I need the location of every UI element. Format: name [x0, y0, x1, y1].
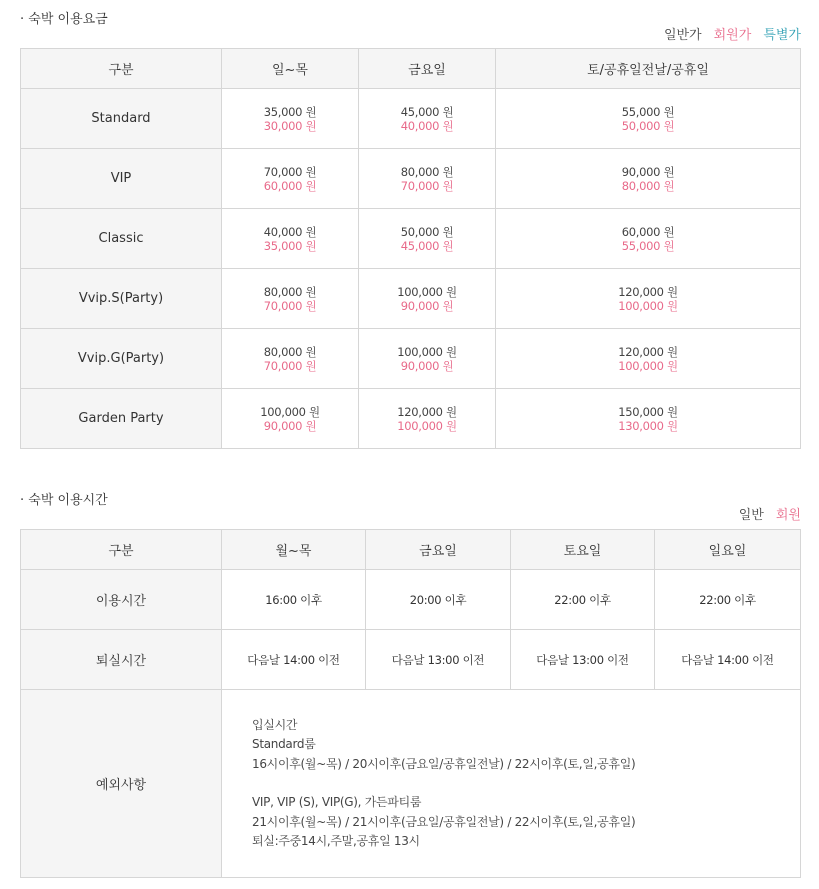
- note-line: 21시이후(월~목) / 21시이후(금요일/공휴일전날) / 22시이후(토,일,공휴일): [252, 814, 636, 829]
- price-cell: [496, 269, 801, 329]
- checkout-time-saturday: 다음날 13:00 이전: [511, 630, 655, 690]
- normal-price: 40,000 원: [263, 224, 317, 239]
- exceptions-row: [21, 690, 801, 878]
- header-friday: 금요일: [359, 49, 496, 89]
- price-cell: [359, 269, 496, 329]
- usage-time-label: 이용시간: [21, 570, 222, 630]
- rate-row: [21, 149, 801, 209]
- hours-header-mon-thu: 월~목: [222, 530, 366, 570]
- checkout-time-mon-thu: 다음날 14:00 이전: [222, 630, 366, 690]
- rate-row: [21, 89, 801, 149]
- member-price: 100,000 원: [618, 358, 678, 373]
- normal-price: 70,000 원: [263, 164, 317, 179]
- member-price: 90,000 원: [400, 358, 454, 373]
- price-cell: [496, 149, 801, 209]
- exceptions-notes: [222, 690, 801, 878]
- member-price: 90,000 원: [400, 298, 454, 313]
- normal-price: 120,000 원: [618, 344, 678, 359]
- hours-legend: [739, 504, 801, 523]
- price-cell: [359, 149, 496, 209]
- exceptions-label: 예외사항: [21, 690, 222, 878]
- rate-row: [21, 269, 801, 329]
- price-cell: [222, 389, 359, 449]
- member-price: 55,000 원: [621, 238, 675, 253]
- member-price: 70,000 원: [400, 178, 454, 193]
- legend-member-price: 회원가: [713, 28, 752, 43]
- rate-row: [21, 209, 801, 269]
- usage-time-mon-thu: 16:00 이후: [222, 570, 366, 630]
- room-type-label: Classic: [21, 209, 222, 269]
- hours-section-title: · 숙박 이용시간: [20, 493, 108, 508]
- hours-header-row: [21, 530, 801, 570]
- rates-header-row: [21, 49, 801, 89]
- note-spacer: [252, 774, 800, 793]
- price-cell: [222, 89, 359, 149]
- room-type-label: Vvip.G(Party): [21, 329, 222, 389]
- legend-normal-price: 일반가: [663, 28, 702, 43]
- rate-row: [21, 389, 801, 449]
- price-cell: [359, 209, 496, 269]
- normal-price: 50,000 원: [400, 224, 454, 239]
- room-type-label: Standard: [21, 89, 222, 149]
- room-type-label: Vvip.S(Party): [21, 269, 222, 329]
- checkout-time-label: 퇴실시간: [21, 630, 222, 690]
- rates-section-title: · 숙박 이용요금: [20, 12, 108, 27]
- member-price: 50,000 원: [621, 118, 675, 133]
- member-price: 40,000 원: [400, 118, 454, 133]
- normal-price: 100,000 원: [397, 284, 457, 299]
- room-type-label: VIP: [21, 149, 222, 209]
- legend-special-price: 특별가: [763, 28, 801, 43]
- usage-time-friday: 20:00 이후: [366, 570, 511, 630]
- checkout-time-sunday: 다음날 14:00 이전: [655, 630, 801, 690]
- rates-table: [20, 48, 801, 449]
- price-cell: [222, 149, 359, 209]
- member-price: 130,000 원: [618, 418, 678, 433]
- normal-price: 80,000 원: [400, 164, 454, 179]
- header-category: 구분: [21, 49, 222, 89]
- normal-price: 100,000 원: [260, 404, 320, 419]
- checkout-time-row: [21, 630, 801, 690]
- member-price: 80,000 원: [621, 178, 675, 193]
- usage-time-saturday: 22:00 이후: [511, 570, 655, 630]
- price-cell: [222, 329, 359, 389]
- header-sat-holiday: 토/공휴일전날/공휴일: [496, 49, 801, 89]
- normal-price: 150,000 원: [618, 404, 678, 419]
- member-price: 100,000 원: [618, 298, 678, 313]
- usage-time-row: [21, 570, 801, 630]
- price-cell: [496, 389, 801, 449]
- normal-price: 60,000 원: [621, 224, 675, 239]
- normal-price: 55,000 원: [621, 104, 675, 119]
- note-line: 퇴실:주중14시,주말,공휴일 13시: [252, 834, 420, 848]
- legend-normal: 일반: [738, 508, 764, 523]
- note-line: VIP, VIP (S), VIP(G), 가든파티룸: [252, 795, 422, 809]
- header-sun-thu: 일~목: [222, 49, 359, 89]
- note-line: 입실시간: [252, 717, 298, 732]
- price-cell: [496, 89, 801, 149]
- normal-price: 80,000 원: [263, 284, 317, 299]
- member-price: 70,000 원: [263, 358, 317, 373]
- price-cell: [222, 209, 359, 269]
- normal-price: 80,000 원: [263, 344, 317, 359]
- note-line: 16시이후(월~목) / 20시이후(금요일/공휴일전날) / 22시이후(토,일,공휴일): [252, 756, 636, 771]
- member-price: 100,000 원: [397, 418, 457, 433]
- member-price: 35,000 원: [263, 238, 317, 253]
- normal-price: 45,000 원: [400, 104, 454, 119]
- member-price: 90,000 원: [263, 418, 317, 433]
- normal-price: 120,000 원: [618, 284, 678, 299]
- hours-header-category: 구분: [21, 530, 222, 570]
- hours-header-sunday: 일요일: [655, 530, 801, 570]
- price-cell: [359, 89, 496, 149]
- checkout-time-friday: 다음날 13:00 이전: [366, 630, 511, 690]
- normal-price: 35,000 원: [263, 104, 317, 119]
- price-cell: [222, 269, 359, 329]
- price-cell: [496, 209, 801, 269]
- price-cell: [496, 329, 801, 389]
- hours-header-saturday: 토요일: [511, 530, 655, 570]
- note-line: Standard룸: [252, 737, 316, 751]
- member-price: 70,000 원: [263, 298, 317, 313]
- member-price: 60,000 원: [263, 178, 317, 193]
- price-cell: [359, 329, 496, 389]
- hours-table: [20, 529, 801, 878]
- normal-price: 100,000 원: [397, 344, 457, 359]
- member-price: 30,000 원: [263, 118, 317, 133]
- legend-member: 회원: [775, 508, 801, 523]
- usage-time-sunday: 22:00 이후: [655, 570, 801, 630]
- rate-row: [21, 329, 801, 389]
- hours-header-friday: 금요일: [366, 530, 511, 570]
- rates-legend: [664, 24, 801, 43]
- normal-price: 90,000 원: [621, 164, 675, 179]
- normal-price: 120,000 원: [397, 404, 457, 419]
- member-price: 45,000 원: [400, 238, 454, 253]
- room-type-label: Garden Party: [21, 389, 222, 449]
- price-cell: [359, 389, 496, 449]
